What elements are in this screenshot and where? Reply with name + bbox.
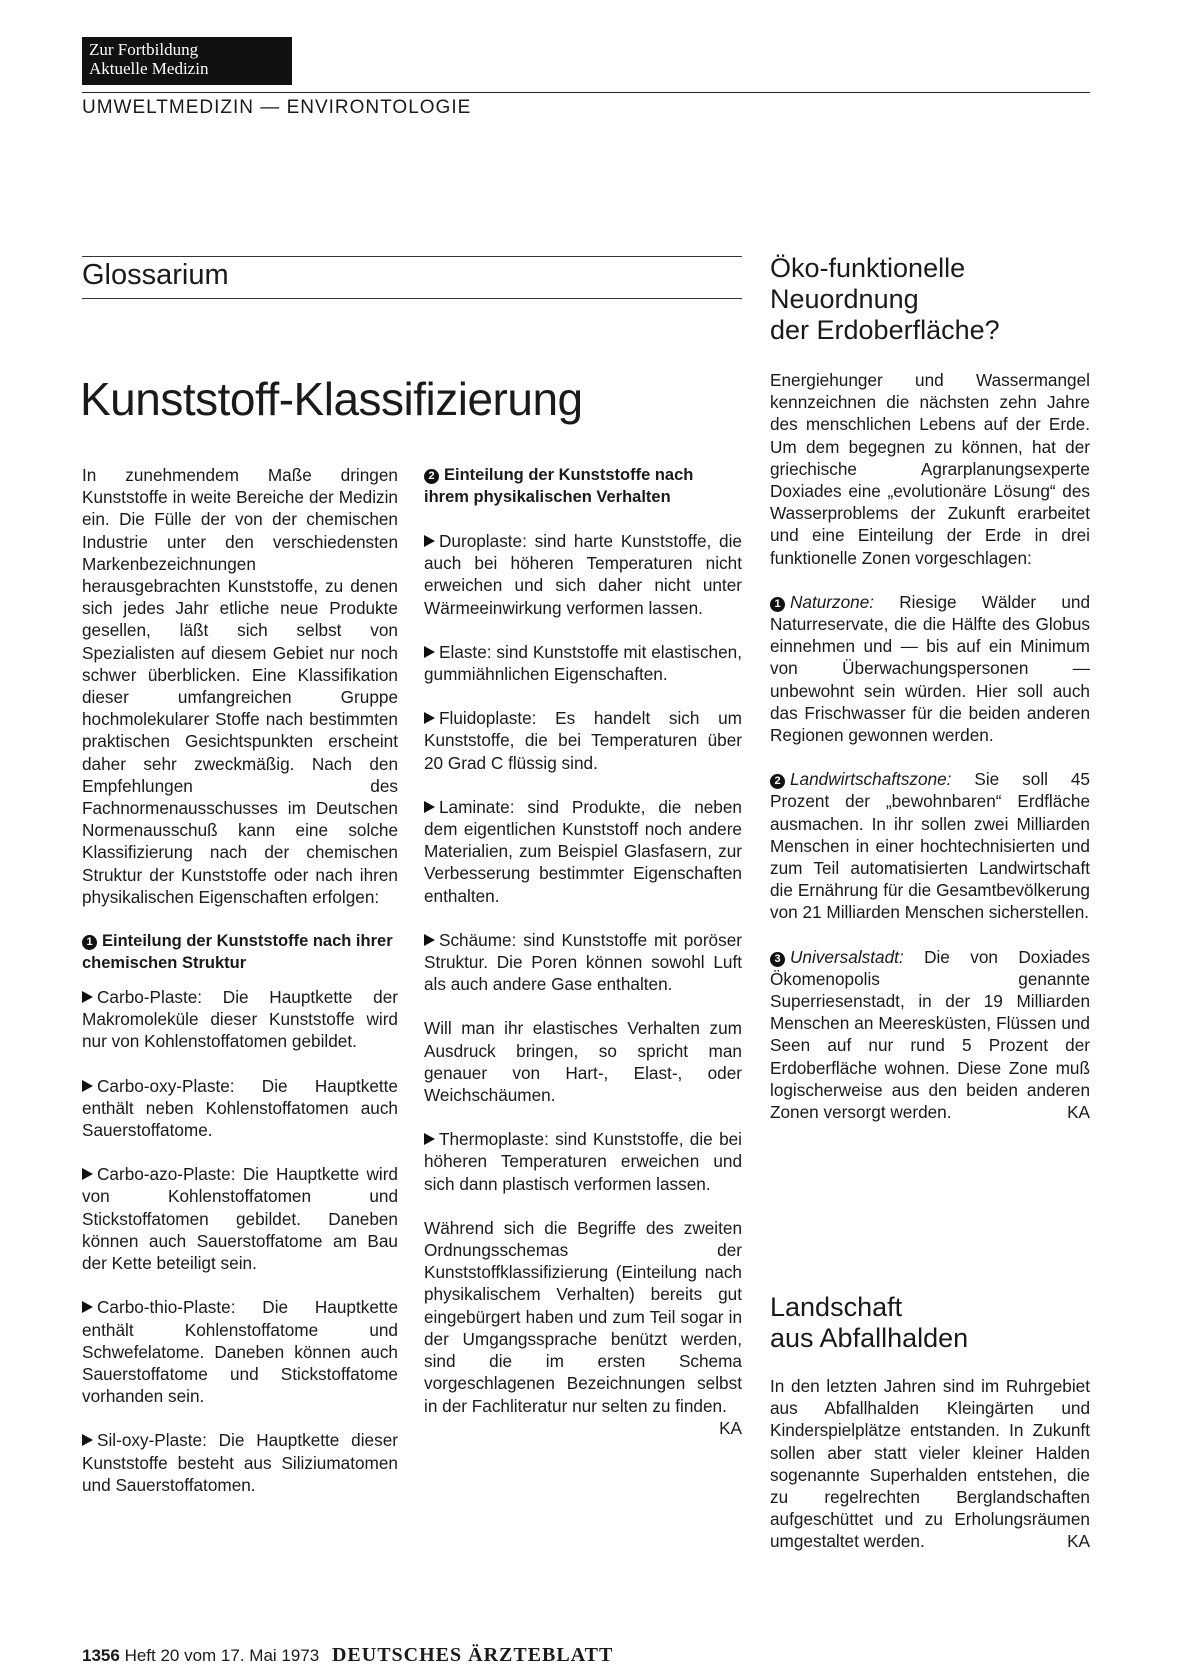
column-3 bbox=[770, 369, 1090, 1145]
oeko-intro: Energiehunger und Wassermangel kennzeichnen die nächsten zehn Jahre des menschlichen Lebens auf der Erde. Um dem begegnen zu können, hat der griechische Agrarplanungsexperte Doxiades eine „evolutionäre Lösung“ des Wasserproblems der Zukunft erarbeitet und eine Einteilung der Erde in drei funktionelle Zonen vorgeschlagen: bbox=[770, 370, 1090, 568]
arrow-bullet-icon bbox=[424, 646, 435, 658]
oeko-heading: Öko-funktionelle Neuordnung der Erdoberfläche? bbox=[770, 253, 1000, 345]
list-item: Elaste: sind Kunststoffe mit elastischen, gummiähnlichen Eigenschaften. bbox=[424, 641, 742, 685]
badge-line-1: Zur Fortbildung bbox=[89, 40, 199, 59]
arrow-bullet-icon bbox=[82, 1080, 93, 1092]
list-item: Schäume: sind Kunststoffe mit poröser Struktur. Die Poren können sowohl Luft als auch andere Gase enthalten. bbox=[424, 929, 742, 995]
arrow-bullet-icon bbox=[424, 934, 435, 946]
column-1 bbox=[82, 464, 398, 1518]
list-item: Carbo-azo-Plaste: Die Hauptkette wird von Kohlenstoffatomen und Stickstoffatomen gebildet. Daneben können auch Sauerstoffatome am Bau der Kette beteiligt sein. bbox=[82, 1164, 398, 1274]
list-item: Carbo-oxy-Plaste: Die Hauptkette enthält neben Kohlenstoffatomen auch Sauerstoffatome. bbox=[82, 1075, 398, 1141]
arrow-bullet-icon bbox=[82, 1301, 93, 1313]
arrow-bullet-icon bbox=[424, 801, 435, 813]
column-2 bbox=[424, 464, 742, 1439]
glossarium-label: Glossarium bbox=[82, 259, 229, 291]
glossarium-rule-bottom bbox=[82, 298, 742, 299]
list-item: Fluidoplaste: Es handelt sich um Kunststoffe, die bei Temperaturen über 20 Grad C flüssig sind. bbox=[424, 708, 742, 773]
subheading-physical: 2 Einteilung der Kunststoffe nach ihrem physikalischen Verhalten bbox=[424, 466, 694, 506]
header-rule bbox=[82, 92, 1090, 93]
section-title: UMWELTMEDIZIN — ENVIRONTOLOGIE bbox=[82, 97, 472, 118]
journal-name: DEUTSCHES ÄRZTEBLATT bbox=[331, 1644, 614, 1666]
landschaft-heading: Landschaft aus Abfallhalden bbox=[770, 1292, 969, 1353]
arrow-bullet-icon bbox=[82, 1434, 93, 1446]
issue-info: Heft 20 vom 17. Mai 1973 bbox=[124, 1646, 320, 1665]
arrow-bullet-icon bbox=[424, 535, 435, 547]
arrow-bullet-icon bbox=[424, 1133, 435, 1145]
closing-paragraph: Während sich die Begriffe des zweiten Ordnungsschemas der Kunststoffklassifizierung (Einteilung nach physikalischem Verhalten) bereits gut eingebürgert haben und zum Teil sogar in der Umgangssprache benützt werden, sind die im ersten Schema vorgeschlagenen Bezeichnungen selbst in der Fachliteratur nur selten zu finden. KA bbox=[424, 1217, 742, 1438]
list-item: Carbo-Plaste: Die Hauptkette der Makromoleküle dieser Kunststoffe wird nur von Kohlenstoffatomen gebildet. bbox=[82, 987, 398, 1052]
number-2-icon: 2 bbox=[770, 774, 785, 789]
list-item: Carbo-thio-Plaste: Die Hauptkette enthält Kohlenstoffatome und Schwefelatome. Daneben können auch Sauerstoffatome und Stickstoffatome vorhanden sein. bbox=[82, 1297, 398, 1407]
number-1-icon: 1 bbox=[770, 597, 785, 612]
landschaft-body bbox=[770, 1375, 1090, 1575]
zone-item: 2 Landwirtschaftszone: Sie soll 45 Prozent der „bewohnbaren“ Erdfläche ausmachen. In ihr sollen zwei Milliarden Menschen in einer hochtechnisierten und zum Teil automatisierten Landwirtschaft die Ernährung für die Gesamtbevölkerung von 21 Milliarden Menschen sicherstellen. bbox=[770, 769, 1090, 923]
author-signature: KA bbox=[1067, 1102, 1090, 1123]
list-item: Duroplaste: sind harte Kunststoffe, die auch bei höheren Temperaturen nicht erweichen und sich daher nicht unter Wärmeeinwirkung verformen lassen. bbox=[424, 531, 742, 618]
number-2-icon: 2 bbox=[424, 469, 439, 484]
number-3-icon: 3 bbox=[770, 952, 785, 967]
list-item: Thermoplaste: sind Kunststoffe, die bei höheren Temperaturen erweichen und sich dann plastisch verformen lassen. bbox=[424, 1129, 742, 1194]
schaeume-paragraph: Will man ihr elastisches Verhalten zum Ausdruck bringen, so spricht man genauer von Hart-, Elast-, oder Weichschäumen. bbox=[424, 1018, 742, 1106]
arrow-bullet-icon bbox=[82, 1168, 93, 1180]
zone-item: 1 Naturzone: Riesige Wälder und Naturreservate, die die Hälfte des Globus einnehmen und — bis auf ein Minimum von Überwachungspersonen — unbewohnt sein würden. Hier soll auch das Frischwasser für die beiden anderen Regionen gewonnen werden. bbox=[770, 591, 1090, 746]
badge-line-2: Aktuelle Medizin bbox=[89, 59, 209, 78]
zone-item: 3 Universalstadt: Die von Doxiades Ökomenopolis genannte Superriesenstadt, in der 19 Milliarden Menschen an Meeresküsten, Flüssen und Seen auf nur rund 5 Prozent der Erdoberfläche wohnen. Diese Zone muß logischerweise aus den beiden anderen Zonen versorgt werden. KA bbox=[770, 946, 1090, 1123]
author-signature: KA bbox=[719, 1417, 742, 1438]
number-1-icon: 1 bbox=[82, 935, 97, 950]
article-title: Kunststoff-Klassifizierung bbox=[80, 373, 583, 425]
glossarium-rule-top bbox=[82, 256, 742, 257]
page-footer bbox=[82, 1644, 613, 1667]
intro-paragraph: In zunehmendem Maße dringen Kunststoffe in weite Bereiche der Medizin ein. Die Fülle der von der chemischen Industrie unter den verschiedensten Markenbezeichnungen herausgebrachten Kunststoffe, zu denen sich jedes Jahr etliche neue Produkte gesellen, läßt sich selbst von Spezialisten auf diesem Gebiet nur noch schwer überblicken. Eine Klassifikation dieser umfangreichen Gruppe hochmolekularer Stoffe nach bestimmten praktischen Gesichtspunkten erscheint daher sehr zweckmäßig. Nach den Empfehlungen des Fachnormenausschusses im Deutschen Normenausschuß kann eine solche Klassifizierung nach der chemischen Struktur der Kunststoffe oder nach ihren physikalischen Eigenschaften erfolgen: bbox=[82, 465, 398, 907]
list-item: Laminate: sind Produkte, die neben dem eigentlichen Kunststoff noch andere Materialien, zum Beispiel Glasfasern, zur Verbesserung bestimmter Eigenschaften enthalten. bbox=[424, 796, 742, 906]
subheading-chemical: 1 Einteilung der Kunststoffe nach ihrer chemischen Struktur bbox=[82, 932, 393, 973]
series-badge bbox=[82, 37, 292, 85]
arrow-bullet-icon bbox=[424, 712, 435, 724]
author-signature: KA bbox=[1067, 1531, 1090, 1552]
landschaft-paragraph: In den letzten Jahren sind im Ruhrgebiet aus Abfallhalden Kleingärten und Kinderspielplätze entstanden. In Zukunft sollen aber statt vieler kleiner Halden sogenannte Superhalden entstehen, die zu regelrechten Berglandschaften aufgeschüttet und zu Erholungsräumen umgestaltet werden. KA bbox=[770, 1376, 1090, 1552]
arrow-bullet-icon bbox=[82, 991, 93, 1003]
page-number: 1356 bbox=[82, 1646, 120, 1665]
list-item: Sil-oxy-Plaste: Die Hauptkette dieser Kunststoffe besteht aus Siliziumatomen und Sauerstoffatomen. bbox=[82, 1430, 398, 1495]
